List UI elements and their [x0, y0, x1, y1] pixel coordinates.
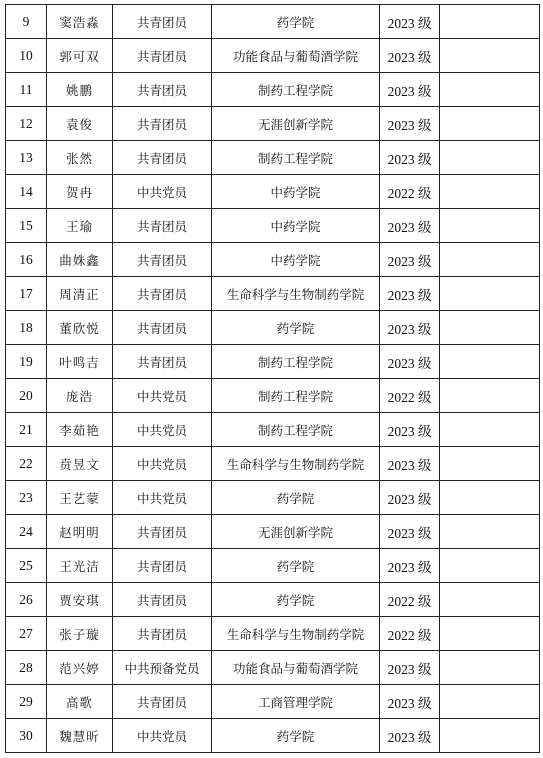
- college-cell: 制药工程学院: [212, 413, 380, 447]
- student-name-cell: 袁俊: [47, 107, 113, 141]
- row-number-cell: 27: [6, 617, 47, 651]
- college-cell: 药学院: [212, 5, 380, 39]
- college-cell: 中药学院: [212, 209, 380, 243]
- grade-cell: 2023 级: [380, 719, 440, 753]
- table-row: [6, 209, 540, 243]
- table-row: [6, 413, 540, 447]
- row-number-cell: 25: [6, 549, 47, 583]
- row-number-cell: 24: [6, 515, 47, 549]
- grade-cell: 2023 级: [380, 39, 440, 73]
- college-cell: 无涯创新学院: [212, 515, 380, 549]
- college-cell: 制药工程学院: [212, 345, 380, 379]
- remarks-cell: [440, 583, 540, 617]
- remarks-cell: [440, 719, 540, 753]
- remarks-cell: [440, 107, 540, 141]
- student-name-cell: 董欣悦: [47, 311, 113, 345]
- table-row: [6, 617, 540, 651]
- remarks-cell: [440, 481, 540, 515]
- roster-body: [6, 5, 540, 753]
- college-cell: 功能食品与葡萄酒学院: [212, 651, 380, 685]
- table-row: [6, 549, 540, 583]
- student-name-cell: 王艺蒙: [47, 481, 113, 515]
- student-name-cell: 贲昱文: [47, 447, 113, 481]
- grade-cell: 2023 级: [380, 243, 440, 277]
- college-cell: 药学院: [212, 481, 380, 515]
- row-number-cell: 30: [6, 719, 47, 753]
- political-status-cell: 中共党员: [113, 413, 212, 447]
- political-status-cell: 中共预备党员: [113, 651, 212, 685]
- table-row: [6, 447, 540, 481]
- college-cell: 药学院: [212, 311, 380, 345]
- grade-cell: 2023 级: [380, 5, 440, 39]
- college-cell: 无涯创新学院: [212, 107, 380, 141]
- remarks-cell: [440, 413, 540, 447]
- table-row: [6, 515, 540, 549]
- political-status-cell: 共青团员: [113, 515, 212, 549]
- remarks-cell: [440, 243, 540, 277]
- roster-table: [5, 4, 540, 753]
- roster-sheet: [5, 4, 540, 753]
- row-number-cell: 10: [6, 39, 47, 73]
- political-status-cell: 共青团员: [113, 345, 212, 379]
- table-row: [6, 651, 540, 685]
- table-row: [6, 481, 540, 515]
- political-status-cell: 共青团员: [113, 549, 212, 583]
- college-cell: 工商管理学院: [212, 685, 380, 719]
- remarks-cell: [440, 515, 540, 549]
- student-name-cell: 窦浩淼: [47, 5, 113, 39]
- student-name-cell: 曲姝鑫: [47, 243, 113, 277]
- table-row: [6, 311, 540, 345]
- row-number-cell: 23: [6, 481, 47, 515]
- grade-cell: 2023 级: [380, 73, 440, 107]
- table-row: [6, 379, 540, 413]
- table-row: [6, 175, 540, 209]
- row-number-cell: 28: [6, 651, 47, 685]
- political-status-cell: 共青团员: [113, 277, 212, 311]
- row-number-cell: 22: [6, 447, 47, 481]
- student-name-cell: 赵明明: [47, 515, 113, 549]
- row-number-cell: 19: [6, 345, 47, 379]
- student-name-cell: 周清正: [47, 277, 113, 311]
- row-number-cell: 13: [6, 141, 47, 175]
- grade-cell: 2022 级: [380, 379, 440, 413]
- political-status-cell: 共青团员: [113, 141, 212, 175]
- grade-cell: 2022 级: [380, 175, 440, 209]
- remarks-cell: [440, 379, 540, 413]
- row-number-cell: 12: [6, 107, 47, 141]
- college-cell: 中药学院: [212, 175, 380, 209]
- student-name-cell: 姚鹏: [47, 73, 113, 107]
- college-cell: 药学院: [212, 719, 380, 753]
- political-status-cell: 共青团员: [113, 107, 212, 141]
- political-status-cell: 中共党员: [113, 719, 212, 753]
- remarks-cell: [440, 617, 540, 651]
- college-cell: 制药工程学院: [212, 141, 380, 175]
- grade-cell: 2023 级: [380, 209, 440, 243]
- remarks-cell: [440, 549, 540, 583]
- remarks-cell: [440, 685, 540, 719]
- student-name-cell: 王光洁: [47, 549, 113, 583]
- college-cell: 制药工程学院: [212, 379, 380, 413]
- political-status-cell: 共青团员: [113, 5, 212, 39]
- table-row: [6, 5, 540, 39]
- table-row: [6, 243, 540, 277]
- table-row: [6, 345, 540, 379]
- remarks-cell: [440, 73, 540, 107]
- college-cell: 药学院: [212, 549, 380, 583]
- grade-cell: 2023 级: [380, 685, 440, 719]
- college-cell: 生命科学与生物制药学院: [212, 447, 380, 481]
- student-name-cell: 王瑜: [47, 209, 113, 243]
- grade-cell: 2022 级: [380, 617, 440, 651]
- remarks-cell: [440, 5, 540, 39]
- remarks-cell: [440, 175, 540, 209]
- remarks-cell: [440, 141, 540, 175]
- student-name-cell: 魏慧昕: [47, 719, 113, 753]
- college-cell: 生命科学与生物制药学院: [212, 617, 380, 651]
- college-cell: 中药学院: [212, 243, 380, 277]
- grade-cell: 2023 级: [380, 413, 440, 447]
- table-row: [6, 141, 540, 175]
- grade-cell: 2023 级: [380, 107, 440, 141]
- grade-cell: 2023 级: [380, 481, 440, 515]
- student-name-cell: 贺冉: [47, 175, 113, 209]
- student-name-cell: 贾安琪: [47, 583, 113, 617]
- grade-cell: 2023 级: [380, 345, 440, 379]
- table-row: [6, 583, 540, 617]
- row-number-cell: 11: [6, 73, 47, 107]
- student-name-cell: 张然: [47, 141, 113, 175]
- political-status-cell: 中共党员: [113, 481, 212, 515]
- college-cell: 功能食品与葡萄酒学院: [212, 39, 380, 73]
- political-status-cell: 共青团员: [113, 39, 212, 73]
- table-row: [6, 107, 540, 141]
- row-number-cell: 18: [6, 311, 47, 345]
- college-cell: 制药工程学院: [212, 73, 380, 107]
- political-status-cell: 中共党员: [113, 379, 212, 413]
- political-status-cell: 中共党员: [113, 447, 212, 481]
- political-status-cell: 共青团员: [113, 685, 212, 719]
- political-status-cell: 共青团员: [113, 617, 212, 651]
- table-row: [6, 277, 540, 311]
- remarks-cell: [440, 311, 540, 345]
- student-name-cell: 庞浩: [47, 379, 113, 413]
- student-name-cell: 张子璇: [47, 617, 113, 651]
- political-status-cell: 中共党员: [113, 175, 212, 209]
- remarks-cell: [440, 39, 540, 73]
- political-status-cell: 共青团员: [113, 73, 212, 107]
- row-number-cell: 15: [6, 209, 47, 243]
- row-number-cell: 14: [6, 175, 47, 209]
- grade-cell: 2023 级: [380, 549, 440, 583]
- college-cell: 生命科学与生物制药学院: [212, 277, 380, 311]
- row-number-cell: 16: [6, 243, 47, 277]
- remarks-cell: [440, 277, 540, 311]
- grade-cell: 2023 级: [380, 447, 440, 481]
- table-row: [6, 685, 540, 719]
- grade-cell: 2023 级: [380, 311, 440, 345]
- political-status-cell: 共青团员: [113, 311, 212, 345]
- grade-cell: 2023 级: [380, 277, 440, 311]
- remarks-cell: [440, 345, 540, 379]
- grade-cell: 2022 级: [380, 583, 440, 617]
- student-name-cell: 李茹艳: [47, 413, 113, 447]
- table-row: [6, 719, 540, 753]
- grade-cell: 2023 级: [380, 141, 440, 175]
- remarks-cell: [440, 447, 540, 481]
- remarks-cell: [440, 209, 540, 243]
- college-cell: 药学院: [212, 583, 380, 617]
- grade-cell: 2023 级: [380, 515, 440, 549]
- row-number-cell: 26: [6, 583, 47, 617]
- row-number-cell: 29: [6, 685, 47, 719]
- row-number-cell: 9: [6, 5, 47, 39]
- student-name-cell: 叶鸣吉: [47, 345, 113, 379]
- student-name-cell: 高歌: [47, 685, 113, 719]
- row-number-cell: 20: [6, 379, 47, 413]
- political-status-cell: 共青团员: [113, 209, 212, 243]
- grade-cell: 2023 级: [380, 651, 440, 685]
- remarks-cell: [440, 651, 540, 685]
- row-number-cell: 21: [6, 413, 47, 447]
- table-row: [6, 73, 540, 107]
- table-row: [6, 39, 540, 73]
- student-name-cell: 范兴婷: [47, 651, 113, 685]
- political-status-cell: 共青团员: [113, 583, 212, 617]
- political-status-cell: 共青团员: [113, 243, 212, 277]
- row-number-cell: 17: [6, 277, 47, 311]
- student-name-cell: 郭可双: [47, 39, 113, 73]
